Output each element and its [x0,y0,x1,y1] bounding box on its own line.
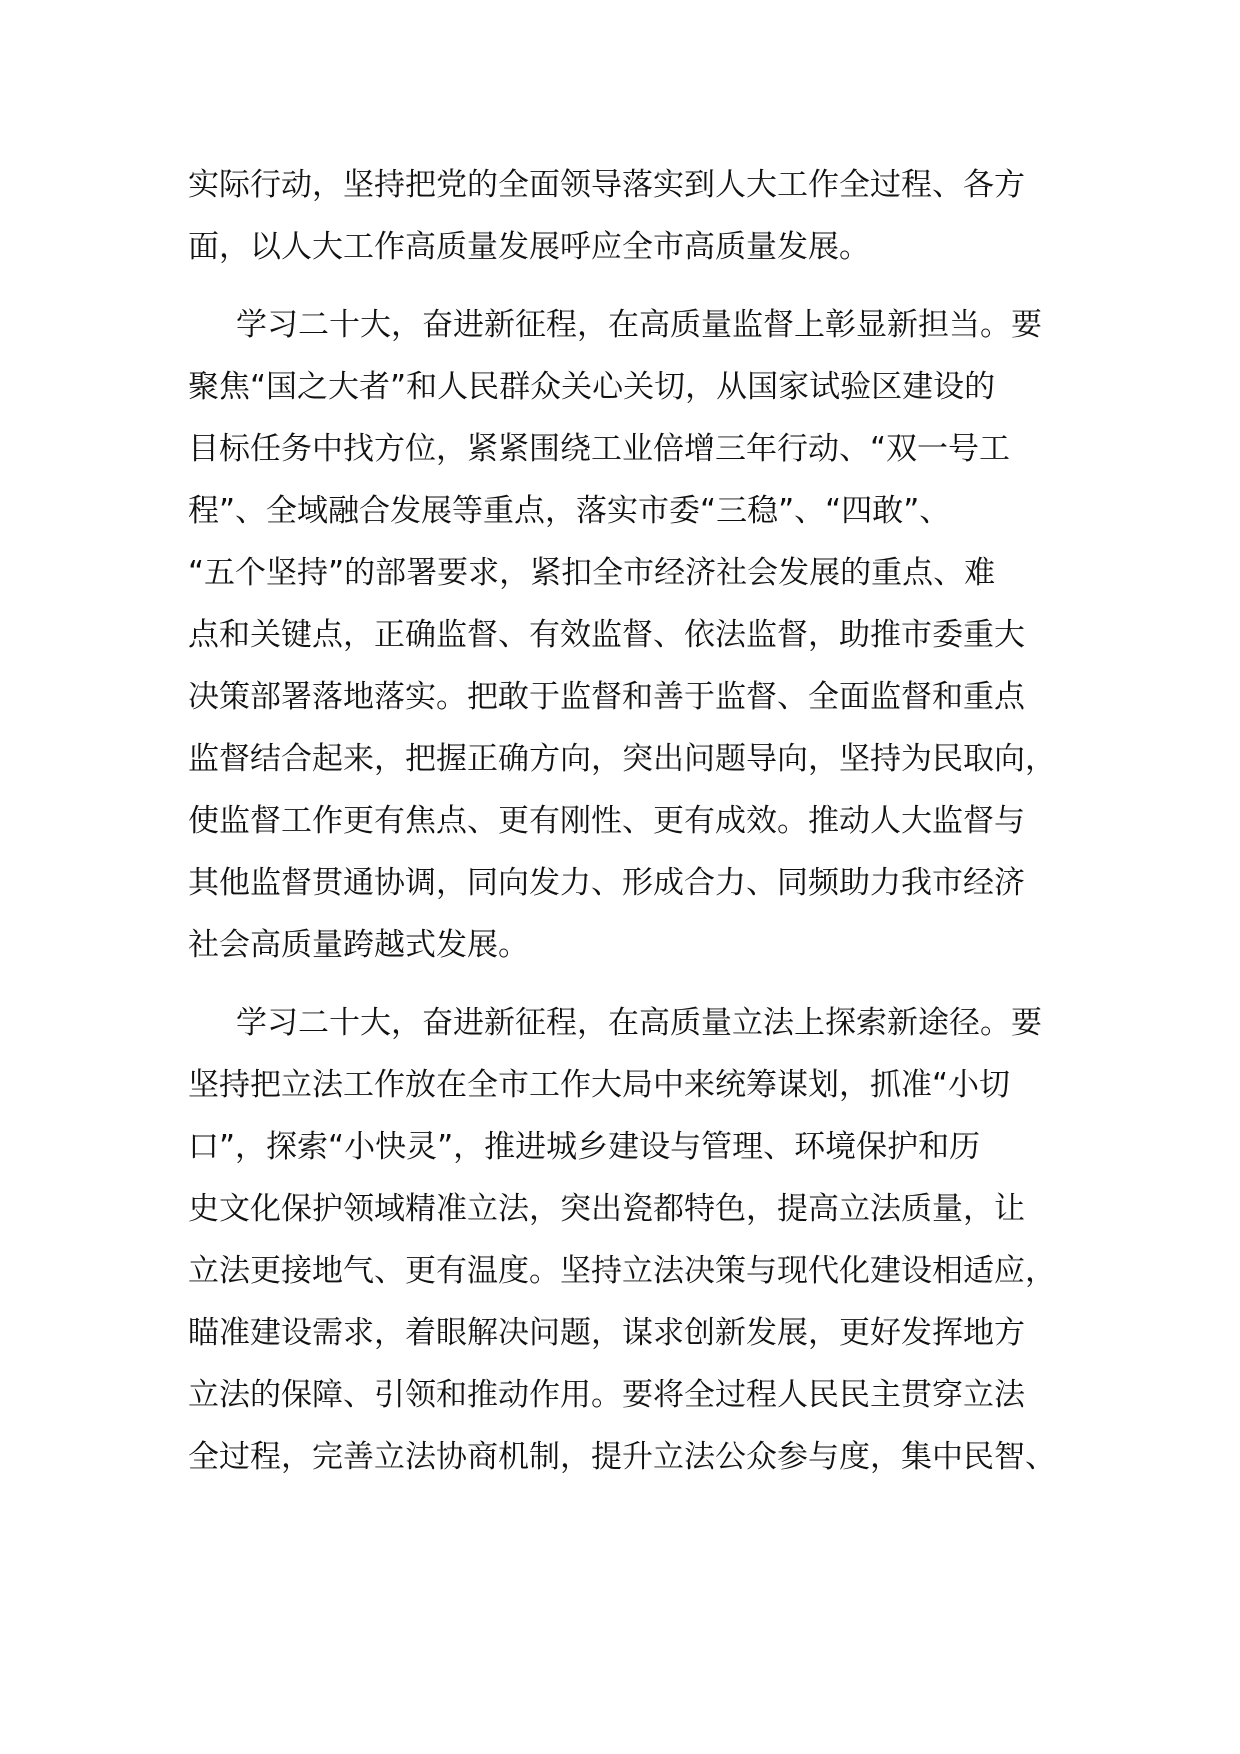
text-line: 监督结合起来，把握正确方向，突出问题导向，坚持为民取向， [188,741,1056,777]
paragraph-2 [188,294,1068,976]
text-line: 其他监督贯通协调，同向发力、形成合力、同频助力我市经济 [188,865,1025,901]
paragraph-1 [188,154,1068,278]
text-line: 使监督工作更有焦点、更有刚性、更有成效。推动人大监督与 [188,803,1025,839]
text-line: 史文化保护领域精准立法，突出瓷都特色，提高立法质量，让 [188,1191,1025,1227]
text-line: 立法的保障、引领和推动作用。要将全过程人民民主贯穿立法 [188,1377,1025,1413]
text-line: 学习二十大，奋进新征程，在高质量立法上探索新途径。要 [236,1005,1042,1041]
text-line: “五个坚持”的部署要求，紧扣全市经济社会发展的重点、难 [188,555,996,591]
text-line: 全过程，完善立法协商机制，提升立法公众参与度，集中民智、 [188,1439,1056,1475]
paragraph-gap [188,976,1068,992]
text-line: 坚持把立法工作放在全市工作大局中来统筹谋划，抓准“小切 [188,1067,1011,1103]
text-line: 立法更接地气、更有温度。坚持立法决策与现代化建设相适应， [188,1253,1056,1289]
text-line: 点和关键点，正确监督、有效监督、依法监督，助推市委重大 [188,617,1025,653]
text-line: 决策部署落地落实。把敢于监督和善于监督、全面监督和重点 [188,679,1025,715]
text-line: 程”、全域融合发展等重点，落实市委“三稳”、“四敢”、 [188,493,951,529]
paragraph-3 [188,992,1068,1488]
text-line: 面，以人大工作高质量发展呼应全市高质量发展。 [188,229,870,265]
text-line: 口”，探索“小快灵”，推进城乡建设与管理、环境保护和历 [188,1129,981,1165]
text-line: 学习二十大，奋进新征程，在高质量监督上彰显新担当。要 [236,307,1042,343]
text-line: 社会高质量跨越式发展。 [188,927,529,963]
text-line: 目标任务中找方位，紧紧围绕工业倍增三年行动、“双一号工 [188,431,1011,467]
text-line: 瞄准建设需求，着眼解决问题，谋求创新发展，更好发挥地方 [188,1315,1025,1351]
body-text [188,154,1068,1488]
paragraph-gap [188,278,1068,294]
text-line: 实际行动，坚持把党的全面领导落实到人大工作全过程、各方 [188,167,1025,203]
text-line: 聚焦“国之大者”和人民群众关心关切，从国家试验区建设的 [188,369,996,405]
